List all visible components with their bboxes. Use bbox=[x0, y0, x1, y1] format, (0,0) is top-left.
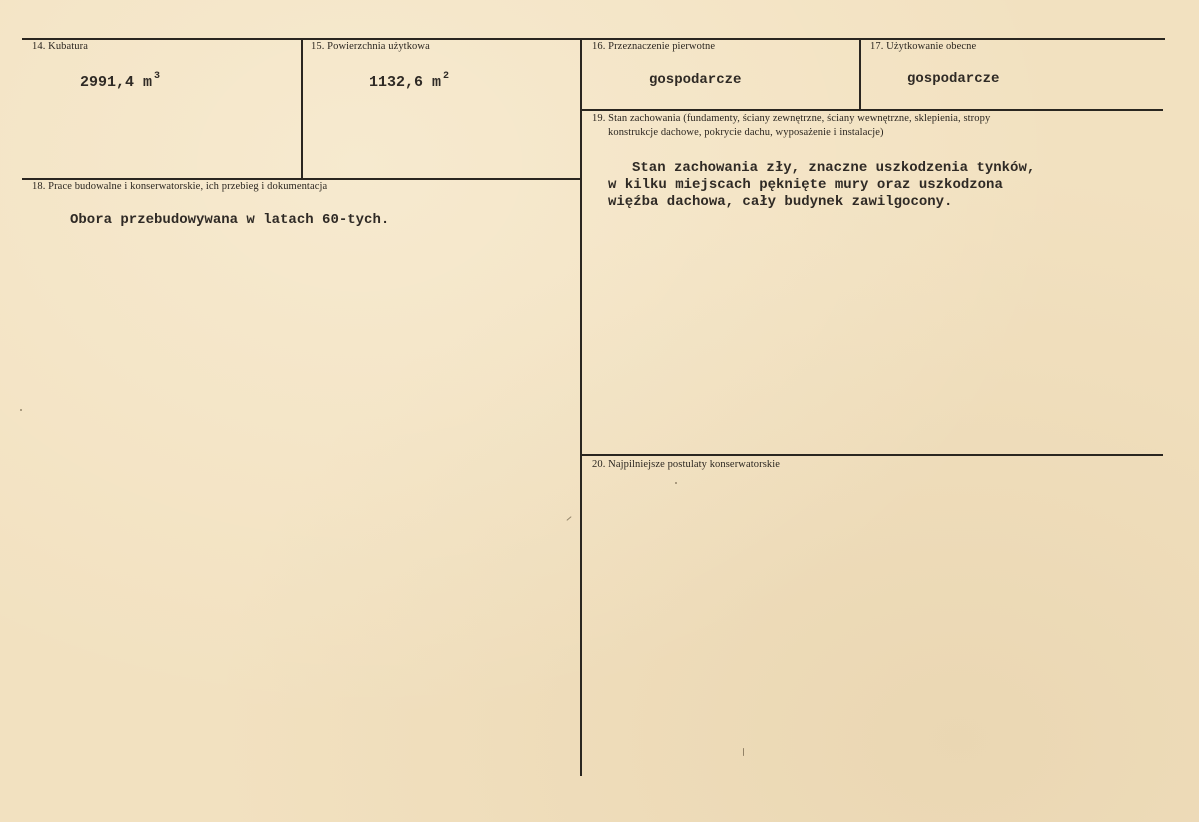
field-19-label-line-1: 19. Stan zachowania (fundamenty, ściany zewnętrzne, ściany wewnętrzne, sklepienia, stropy bbox=[592, 113, 991, 124]
field-14-value bbox=[80, 71, 161, 91]
field-19-line: Stan zachowania zły, znaczne uszkodzenia tynków, bbox=[632, 160, 1036, 176]
field-17-label: 17. Użytkowanie obecne bbox=[870, 41, 977, 52]
field-19-line: więźba dachowa, cały budynek zawilgocony. bbox=[608, 194, 953, 210]
paper-speck bbox=[20, 409, 22, 411]
main-vertical-divider bbox=[580, 38, 582, 776]
field-15-label: 15. Powierzchnia użytkowa bbox=[311, 41, 430, 52]
divider-14-15 bbox=[301, 38, 303, 178]
field-16-label: 16. Przeznaczenie pierwotne bbox=[592, 41, 716, 52]
field-19-label-line-2: konstrukcje dachowe, pokrycie dachu, wyposażenie i instalacje) bbox=[608, 127, 884, 138]
rule-above-20 bbox=[580, 454, 1163, 456]
field-16-value: gospodarcze bbox=[649, 72, 742, 88]
field-18-value: Obora przebudowywana w latach 60-tych. bbox=[70, 212, 390, 228]
field-17-value: gospodarcze bbox=[907, 71, 1000, 87]
field-19-line: w kilku miejscach pęknięte mury oraz uszkodzona bbox=[608, 177, 1003, 193]
rule-under-14-15 bbox=[22, 178, 582, 180]
top-rule bbox=[22, 38, 1165, 40]
field-15-unit-superscript: 2 bbox=[443, 71, 450, 82]
field-14-label: 14. Kubatura bbox=[32, 41, 89, 52]
rule-under-16-17 bbox=[580, 109, 1163, 111]
field-15-value bbox=[369, 71, 450, 91]
field-20-label: 20. Najpilniejsze postulaty konserwatorskie bbox=[592, 459, 781, 470]
field-19-value bbox=[608, 160, 1035, 211]
divider-16-17 bbox=[859, 38, 861, 110]
field-14-unit-superscript: 3 bbox=[154, 71, 161, 82]
field-14-number: 2991,4 m bbox=[80, 74, 153, 91]
field-18-label: 18. Prace budowalne i konserwatorskie, ich przebieg i dokumentacja bbox=[32, 181, 328, 192]
field-15-number: 1132,6 m bbox=[369, 74, 442, 91]
paper-speck bbox=[566, 516, 571, 521]
paper-speck bbox=[675, 482, 677, 484]
paper-speck bbox=[743, 748, 744, 756]
